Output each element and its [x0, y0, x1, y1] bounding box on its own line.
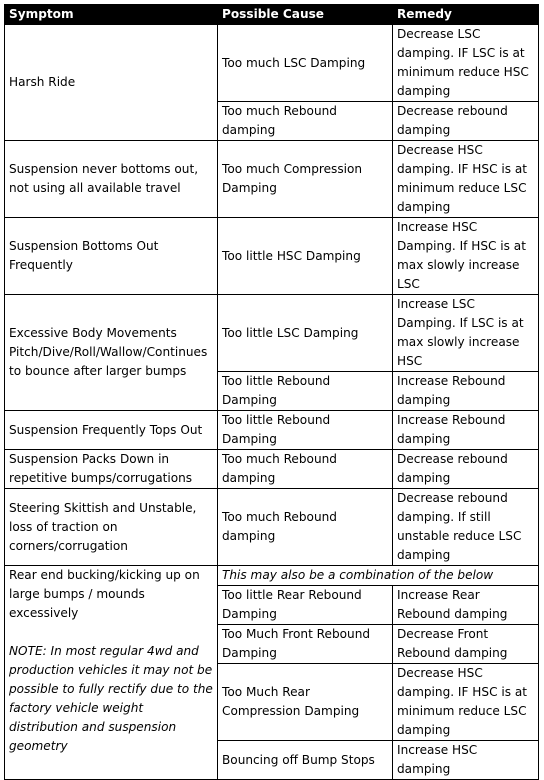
- remedy-cell: Decrease HSC damping. IF HSC is at minimum reduce LSC damping: [393, 664, 539, 741]
- remedy-cell: Decrease Front Rebound damping: [393, 625, 539, 664]
- cause-cell: Too much Rebound damping: [218, 489, 393, 566]
- cause-cell: Too much Rebound damping: [218, 450, 393, 489]
- symptom-cell: Suspension never bottoms out, not using all available travel: [5, 141, 218, 218]
- cause-cell: Too little LSC Damping: [218, 295, 393, 372]
- table-row: [5, 141, 539, 218]
- cause-cell: Too much Compression Damping: [218, 141, 393, 218]
- symptom-cell: Suspension Bottoms Out Frequently: [5, 218, 218, 295]
- table-row: [5, 411, 539, 450]
- symptom-cell: Suspension Frequently Tops Out: [5, 411, 218, 450]
- table-row: [5, 295, 539, 372]
- suspension-troubleshooting-table: [4, 4, 539, 780]
- symptom-cell: Harsh Ride: [5, 25, 218, 141]
- symptom-note: NOTE: In most regular 4wd and production vehicles it may not be possible to fully rectify due to the factory vehicle weight distribution and suspension geometry: [9, 644, 213, 753]
- table-row: [5, 489, 539, 566]
- symptom-cell: Suspension Packs Down in repetitive bumps/corrugations: [5, 450, 218, 489]
- cause-cell: Too much Rebound damping: [218, 102, 393, 141]
- symptom-cell: Steering Skittish and Unstable, loss of traction on corners/corrugation: [5, 489, 218, 566]
- cause-cell: Bouncing off Bump Stops: [218, 741, 393, 780]
- table-row: [5, 566, 539, 586]
- symptom-cell: [5, 566, 218, 780]
- table-row: [5, 25, 539, 102]
- cause-cell: Too little Rebound Damping: [218, 411, 393, 450]
- cause-cell: Too little Rear Rebound Damping: [218, 586, 393, 625]
- cause-cell: Too Much Rear Compression Damping: [218, 664, 393, 741]
- remedy-cell: Increase HSC damping: [393, 741, 539, 780]
- cause-cell: Too much LSC Damping: [218, 25, 393, 102]
- remedy-cell: Decrease LSC damping. IF LSC is at minimum reduce HSC damping: [393, 25, 539, 102]
- remedy-cell: Decrease rebound damping: [393, 450, 539, 489]
- symptom-cell: Excessive Body Movements Pitch/Dive/Roll/Wallow/Continues to bounce after larger bumps: [5, 295, 218, 411]
- header-row: [5, 5, 539, 25]
- cause-cell: Too little Rebound Damping: [218, 372, 393, 411]
- remedy-cell: Increase Rebound damping: [393, 372, 539, 411]
- combination-note: This may also be a combination of the below: [218, 566, 539, 586]
- cause-cell: Too little HSC Damping: [218, 218, 393, 295]
- remedy-cell: Increase Rear Rebound damping: [393, 586, 539, 625]
- symptom-text: Rear end bucking/kicking up on large bumps / mounds excessively: [9, 568, 200, 620]
- remedy-cell: Increase HSC Damping. If HSC is at max slowly increase LSC: [393, 218, 539, 295]
- remedy-cell: Decrease HSC damping. IF HSC is at minimum reduce LSC damping: [393, 141, 539, 218]
- header-remedy: Remedy: [393, 5, 539, 25]
- cause-cell: Too Much Front Rebound Damping: [218, 625, 393, 664]
- header-symptom: Symptom: [5, 5, 218, 25]
- remedy-cell: Increase Rebound damping: [393, 411, 539, 450]
- remedy-cell: Increase LSC Damping. If LSC is at max slowly increase HSC: [393, 295, 539, 372]
- header-possible-cause: Possible Cause: [218, 5, 393, 25]
- remedy-cell: Decrease rebound damping. If still unstable reduce LSC damping: [393, 489, 539, 566]
- table-row: [5, 218, 539, 295]
- remedy-cell: Decrease rebound damping: [393, 102, 539, 141]
- table-row: [5, 450, 539, 489]
